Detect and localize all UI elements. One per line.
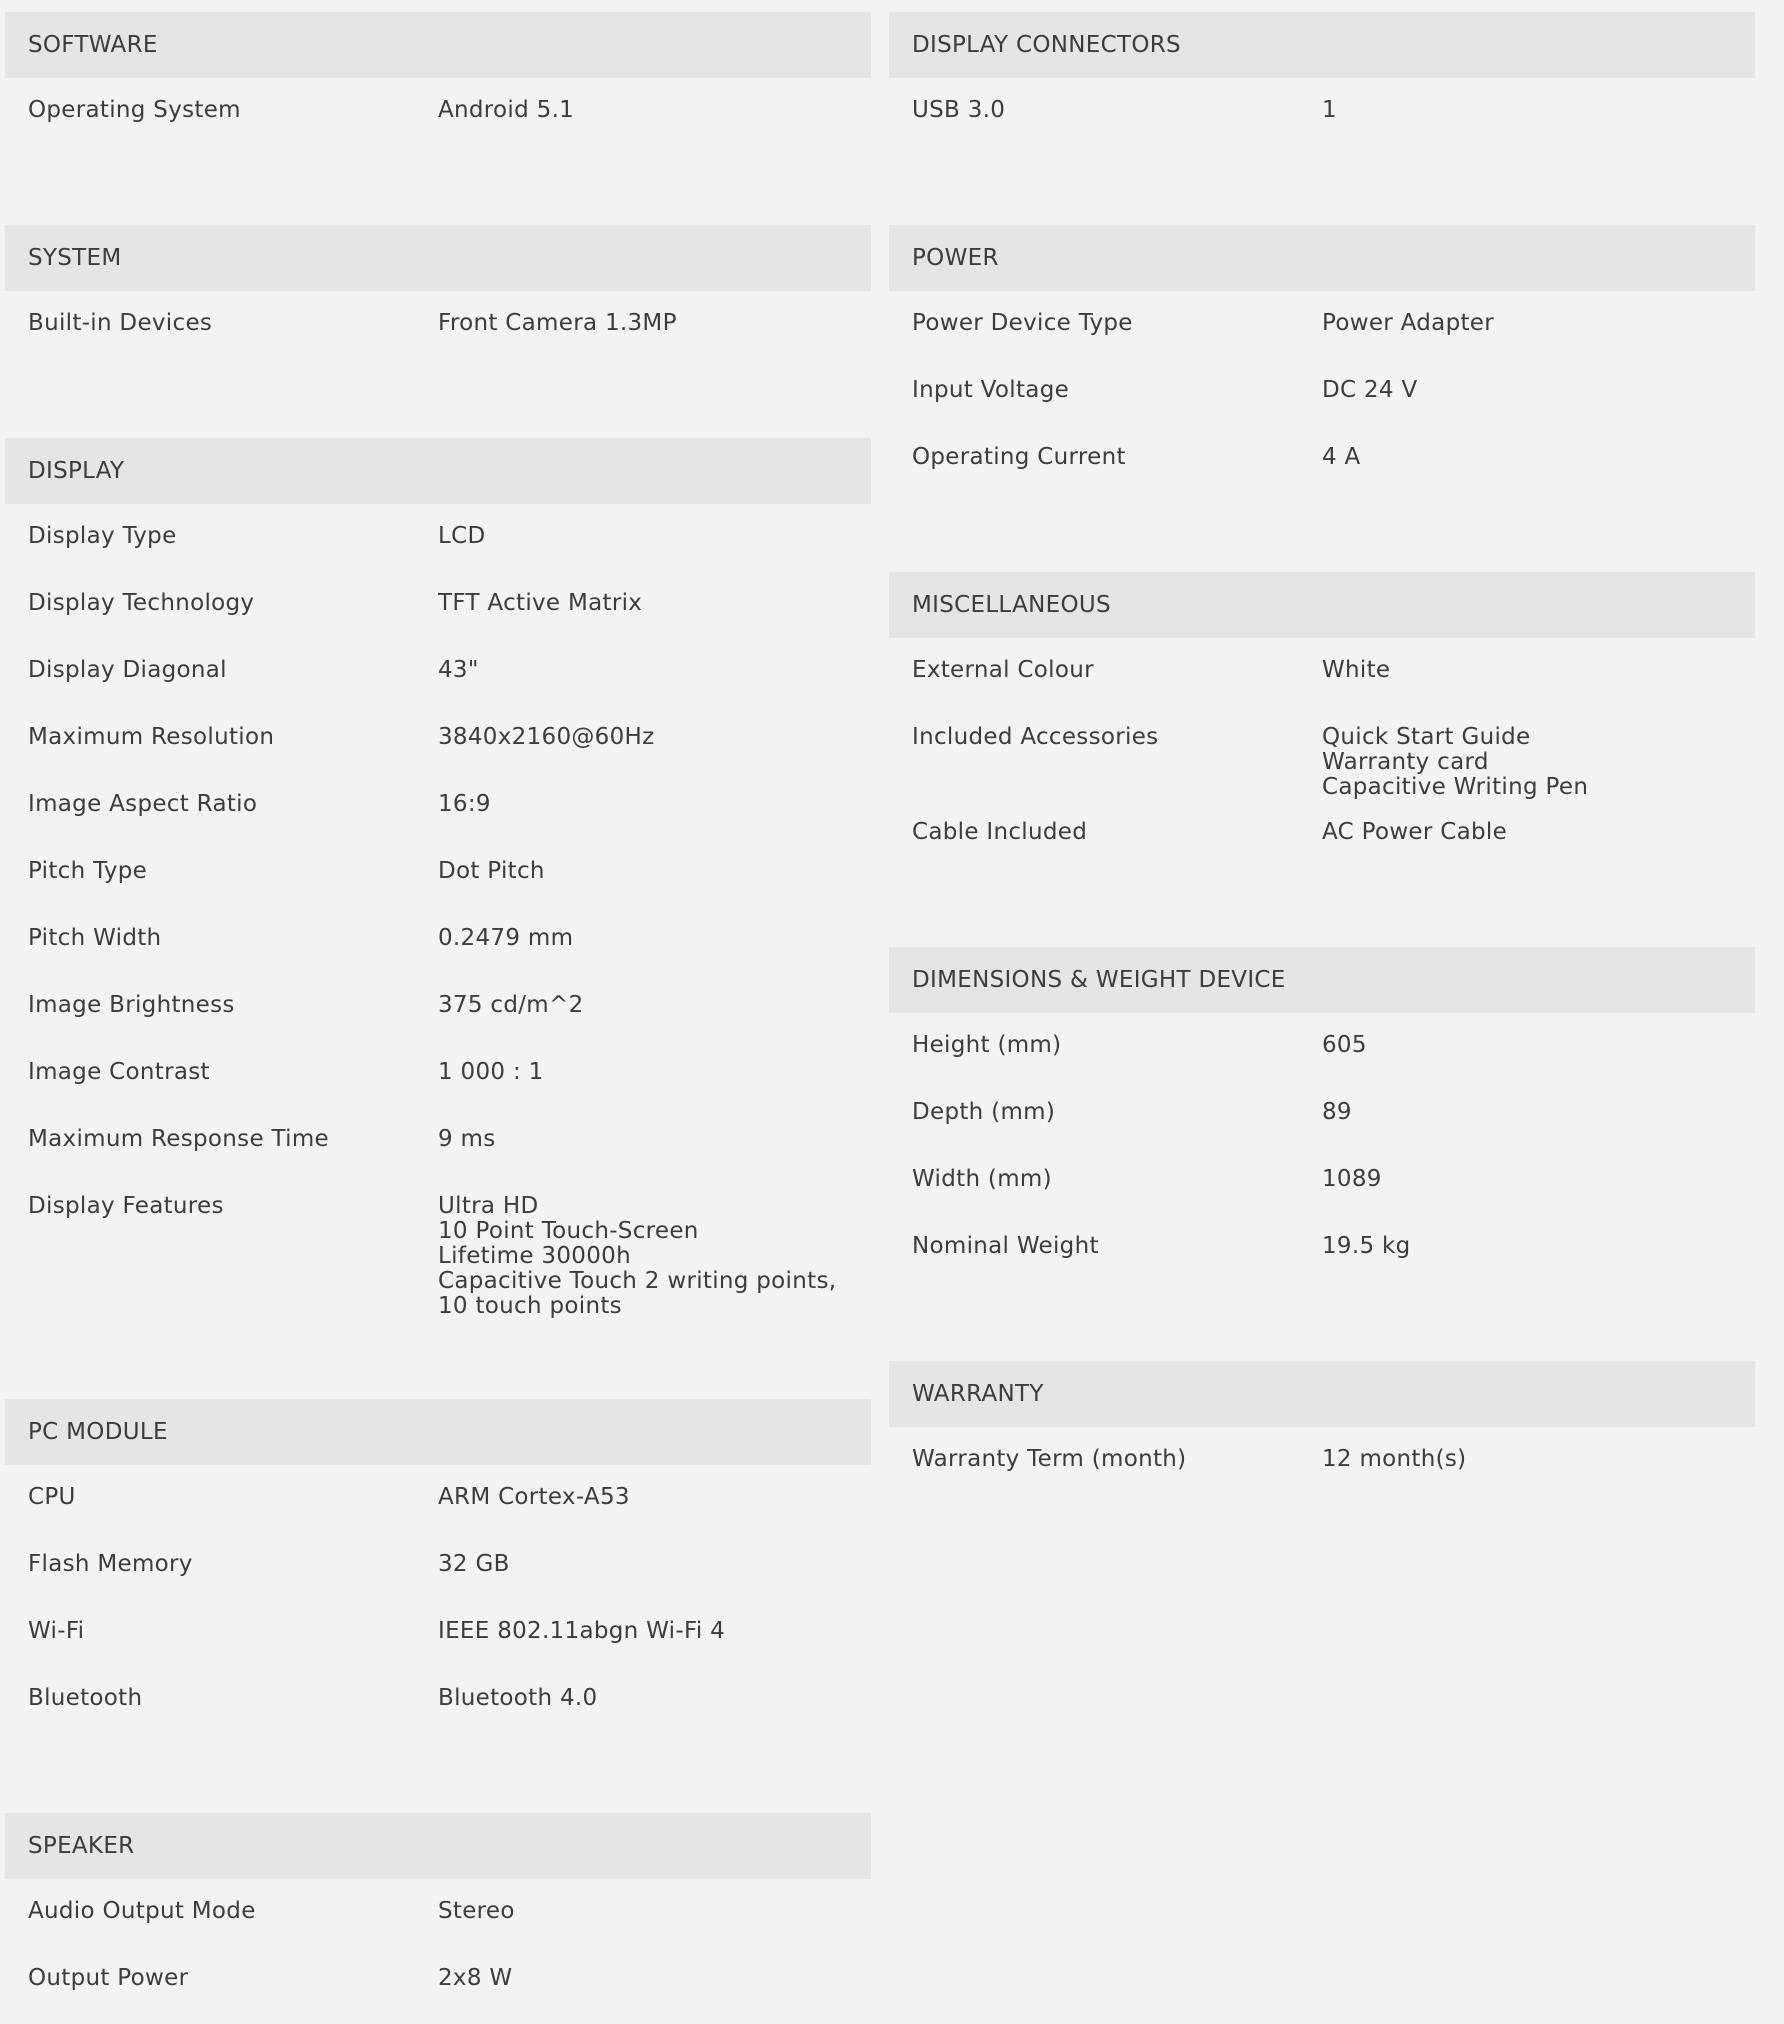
spec-value-line: 12 month(s) xyxy=(1322,1446,1467,1472)
section-header: POWER xyxy=(889,225,1755,291)
spec-value xyxy=(438,1060,871,1117)
spec-value-line: IEEE 802.11abgn Wi-Fi 4 xyxy=(438,1618,726,1644)
spec-value xyxy=(1322,445,1755,502)
spec-value-line: 2x8 W xyxy=(438,1965,513,1991)
spec-label: Image Aspect Ratio xyxy=(28,791,258,817)
spec-row xyxy=(5,1542,871,1609)
spec-value xyxy=(1322,658,1755,715)
spec-value xyxy=(438,1194,871,1319)
spec-row xyxy=(5,514,871,581)
spec-value xyxy=(1322,725,1755,800)
spec-value xyxy=(1322,1100,1755,1157)
spec-row xyxy=(5,1117,871,1184)
spec-value xyxy=(1322,1447,1755,1504)
spec-value xyxy=(1322,1167,1755,1224)
spec-value-line: 10 touch points xyxy=(438,1293,622,1319)
spec-rows xyxy=(889,1013,1755,1291)
spec-label: Operating Current xyxy=(912,444,1126,470)
spec-value xyxy=(438,1966,871,2023)
spec-value-line: Stereo xyxy=(438,1898,515,1924)
spec-label: Bluetooth xyxy=(28,1685,143,1711)
spec-section-display-connectors xyxy=(889,12,1755,155)
spec-value-line: LCD xyxy=(438,523,486,549)
spec-value-line: Power Adapter xyxy=(1322,310,1494,336)
spec-label: Pitch Width xyxy=(28,925,162,951)
spec-row xyxy=(5,301,871,368)
spec-value xyxy=(438,993,871,1050)
spec-value-line: 1 000 : 1 xyxy=(438,1059,544,1085)
spec-label: Display Technology xyxy=(28,590,255,616)
spec-label: Included Accessories xyxy=(912,724,1159,750)
spec-value-line: Lifetime 30000h xyxy=(438,1243,631,1269)
spec-label: Input Voltage xyxy=(912,377,1070,403)
spec-label: Wi-Fi xyxy=(28,1618,85,1644)
spec-rows xyxy=(5,504,871,1329)
spec-row xyxy=(5,849,871,916)
spec-value-line: Android 5.1 xyxy=(438,97,575,123)
spec-label: Output Power xyxy=(28,1965,189,1991)
spec-label: Maximum Response Time xyxy=(28,1126,329,1152)
section-header: DISPLAY CONNECTORS xyxy=(889,12,1755,78)
spec-label: Display Type xyxy=(28,523,177,549)
section-header: SYSTEM xyxy=(5,225,871,291)
spec-label: Cable Included xyxy=(912,819,1088,845)
spec-label: Power Device Type xyxy=(912,310,1133,336)
spec-label: Image Contrast xyxy=(28,1059,210,1085)
spec-label: Maximum Resolution xyxy=(28,724,275,750)
spec-value xyxy=(438,1552,871,1609)
spec-section-system xyxy=(5,225,871,368)
spec-label: Nominal Weight xyxy=(912,1233,1099,1259)
spec-row xyxy=(5,1609,871,1676)
spec-row xyxy=(889,1224,1755,1291)
spec-value xyxy=(438,311,871,368)
section-header: SOFTWARE xyxy=(5,12,871,78)
right-spec-column xyxy=(889,12,1755,1504)
section-header: DISPLAY xyxy=(5,438,871,504)
spec-value xyxy=(438,658,871,715)
spec-section-warranty xyxy=(889,1361,1755,1504)
spec-value-line: AC Power Cable xyxy=(1322,819,1508,845)
spec-row xyxy=(5,715,871,782)
spec-rows xyxy=(5,291,871,368)
spec-label: CPU xyxy=(28,1484,76,1510)
spec-value-line: Bluetooth 4.0 xyxy=(438,1685,598,1711)
spec-section-software xyxy=(5,12,871,155)
spec-rows xyxy=(5,78,871,155)
spec-value xyxy=(438,1127,871,1184)
spec-row xyxy=(889,1023,1755,1090)
spec-value-line: 1089 xyxy=(1322,1166,1382,1192)
spec-value-line: Ultra HD xyxy=(438,1193,539,1219)
spec-label: External Colour xyxy=(912,657,1094,683)
spec-row xyxy=(5,1676,871,1743)
section-header: PC MODULE xyxy=(5,1399,871,1465)
spec-row xyxy=(5,88,871,155)
section-header: DIMENSIONS & WEIGHT DEVICE xyxy=(889,947,1755,1013)
spec-row xyxy=(5,1184,871,1329)
spec-value xyxy=(438,524,871,581)
spec-row xyxy=(889,1157,1755,1224)
spec-label: Depth (mm) xyxy=(912,1099,1056,1125)
spec-value xyxy=(438,1686,871,1743)
spec-row xyxy=(889,1090,1755,1157)
spec-rows xyxy=(889,291,1755,502)
spec-row xyxy=(5,983,871,1050)
spec-value-line: 605 xyxy=(1322,1032,1367,1058)
spec-value xyxy=(1322,378,1755,435)
spec-label: Built-in Devices xyxy=(28,310,213,336)
spec-value-line: 9 ms xyxy=(438,1126,496,1152)
spec-label: Image Brightness xyxy=(28,992,235,1018)
spec-rows xyxy=(5,1879,871,2023)
spec-rows xyxy=(5,1465,871,1743)
spec-row xyxy=(5,1956,871,2023)
spec-value-line: DC 24 V xyxy=(1322,377,1418,403)
spec-row xyxy=(889,368,1755,435)
left-spec-column xyxy=(5,12,871,2023)
spec-value-line: TFT Active Matrix xyxy=(438,590,643,616)
spec-value-line: 0.2479 mm xyxy=(438,925,574,951)
spec-label: Operating System xyxy=(28,97,241,123)
spec-value-line: Dot Pitch xyxy=(438,858,545,884)
spec-value-line: 375 cd/m^2 xyxy=(438,992,584,1018)
spec-section-miscellaneous xyxy=(889,572,1755,877)
spec-value xyxy=(438,725,871,782)
spec-value-line: 19.5 kg xyxy=(1322,1233,1411,1259)
spec-value-line: Capacitive Writing Pen xyxy=(1322,774,1589,800)
spec-label: Height (mm) xyxy=(912,1032,1062,1058)
spec-row xyxy=(5,1475,871,1542)
spec-label: USB 3.0 xyxy=(912,97,1006,123)
spec-row xyxy=(889,810,1755,877)
spec-row xyxy=(889,88,1755,155)
spec-value-line: 89 xyxy=(1322,1099,1352,1125)
spec-row xyxy=(5,1889,871,1956)
spec-rows xyxy=(889,78,1755,155)
spec-value xyxy=(1322,311,1755,368)
spec-rows xyxy=(889,638,1755,877)
spec-value xyxy=(1322,1234,1755,1291)
spec-value xyxy=(438,926,871,983)
spec-value xyxy=(1322,1033,1755,1090)
spec-row xyxy=(5,916,871,983)
spec-value xyxy=(438,1485,871,1542)
spec-label: Warranty Term (month) xyxy=(912,1446,1187,1472)
spec-section-pc-module xyxy=(5,1399,871,1743)
spec-value xyxy=(1322,98,1755,155)
spec-value-line: 3840x2160@60Hz xyxy=(438,724,655,750)
spec-value-line: 4 A xyxy=(1322,444,1361,470)
spec-row xyxy=(889,435,1755,502)
spec-value-line: ARM Cortex-A53 xyxy=(438,1484,630,1510)
spec-section-speaker xyxy=(5,1813,871,2023)
spec-label: Display Features xyxy=(28,1193,224,1219)
spec-row xyxy=(5,581,871,648)
section-header: WARRANTY xyxy=(889,1361,1755,1427)
spec-section-dimensions-weight-device xyxy=(889,947,1755,1291)
spec-value xyxy=(1322,820,1755,877)
spec-value xyxy=(438,859,871,916)
spec-value-line: 16:9 xyxy=(438,791,491,817)
spec-value xyxy=(438,1899,871,1956)
spec-row xyxy=(889,648,1755,715)
spec-value xyxy=(438,591,871,648)
spec-value-line: Front Camera 1.3MP xyxy=(438,310,677,336)
spec-rows xyxy=(889,1427,1755,1504)
spec-section-display xyxy=(5,438,871,1329)
spec-section-power xyxy=(889,225,1755,502)
section-header: MISCELLANEOUS xyxy=(889,572,1755,638)
spec-label: Pitch Type xyxy=(28,858,148,884)
spec-label: Flash Memory xyxy=(28,1551,193,1577)
spec-label: Display Diagonal xyxy=(28,657,227,683)
spec-row xyxy=(889,715,1755,810)
spec-value xyxy=(438,1619,871,1676)
spec-row xyxy=(5,782,871,849)
spec-value-line: Capacitive Touch 2 writing points, xyxy=(438,1268,837,1294)
spec-label: Width (mm) xyxy=(912,1166,1052,1192)
spec-value-line: 32 GB xyxy=(438,1551,510,1577)
spec-value-line: 10 Point Touch-Screen xyxy=(438,1218,699,1244)
spec-row xyxy=(889,301,1755,368)
spec-row xyxy=(5,648,871,715)
spec-value-line: Warranty card xyxy=(1322,749,1489,775)
spec-value-line: 43" xyxy=(438,657,479,683)
spec-value-line: Quick Start Guide xyxy=(1322,724,1531,750)
spec-value-line: White xyxy=(1322,657,1391,683)
section-header: SPEAKER xyxy=(5,1813,871,1879)
spec-row xyxy=(5,1050,871,1117)
spec-value-line: 1 xyxy=(1322,97,1337,123)
spec-label: Audio Output Mode xyxy=(28,1898,256,1924)
spec-row xyxy=(889,1437,1755,1504)
spec-value xyxy=(438,792,871,849)
spec-value xyxy=(438,98,871,155)
